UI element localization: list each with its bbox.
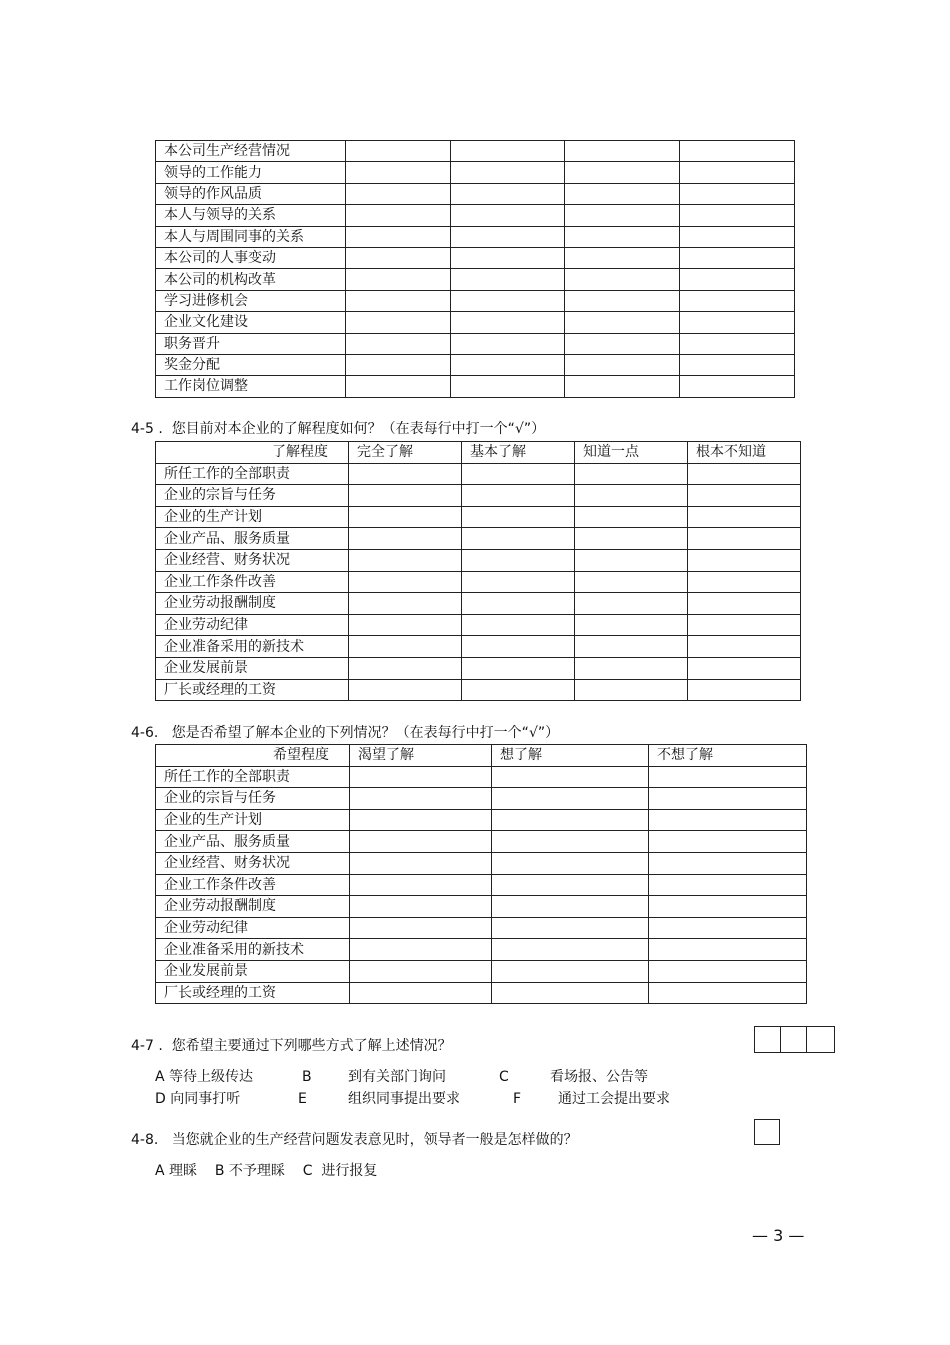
check-cell[interactable] bbox=[349, 679, 462, 701]
check-cell[interactable] bbox=[680, 269, 795, 290]
check-cell[interactable] bbox=[451, 354, 565, 375]
table-row bbox=[156, 960, 807, 982]
row-label: 企业劳动报酬制度 bbox=[156, 896, 350, 918]
header-row bbox=[156, 442, 801, 464]
check-cell[interactable] bbox=[565, 333, 680, 354]
row-label: 企业劳动纪律 bbox=[156, 917, 350, 939]
check-cell[interactable] bbox=[350, 809, 492, 831]
check-cell[interactable] bbox=[680, 312, 795, 333]
question-number: 4-5 . bbox=[131, 421, 163, 437]
check-cell[interactable] bbox=[346, 226, 451, 247]
question-number: 4-8. bbox=[131, 1132, 159, 1148]
column-header: 根本不知道 bbox=[688, 442, 801, 464]
question-text: 您目前对本企业的了解程度如何？（在表每行中打一个“√”） bbox=[171, 421, 546, 437]
check-cell[interactable] bbox=[346, 354, 451, 375]
check-cell[interactable] bbox=[649, 852, 807, 874]
check-cell[interactable] bbox=[688, 571, 801, 593]
table-row bbox=[156, 831, 807, 853]
table-row bbox=[156, 788, 807, 810]
row-label: 本公司的机构改革 bbox=[156, 269, 346, 290]
desire-table bbox=[155, 744, 807, 1004]
check-cell[interactable] bbox=[349, 614, 462, 636]
check-cell[interactable] bbox=[649, 874, 807, 896]
table-row bbox=[156, 463, 801, 485]
check-cell[interactable] bbox=[346, 247, 451, 268]
check-cell[interactable] bbox=[565, 162, 680, 183]
question-4-8 bbox=[131, 1131, 578, 1149]
check-cell[interactable] bbox=[688, 528, 801, 550]
row-label: 企业经营、财务状况 bbox=[156, 852, 350, 874]
row-label: 企业工作条件改善 bbox=[156, 874, 350, 896]
row-label: 企业的宗旨与任务 bbox=[156, 485, 349, 507]
check-cell[interactable] bbox=[680, 226, 795, 247]
option-b: B bbox=[302, 1069, 312, 1085]
check-cell[interactable] bbox=[350, 831, 492, 853]
check-cell[interactable] bbox=[349, 549, 462, 571]
check-cell[interactable] bbox=[462, 463, 575, 485]
row-label: 所任工作的全部职责 bbox=[156, 766, 350, 788]
row-label: 企业产品、服务质量 bbox=[156, 528, 349, 550]
check-cell[interactable] bbox=[575, 485, 688, 507]
check-cell[interactable] bbox=[649, 960, 807, 982]
check-cell[interactable] bbox=[649, 939, 807, 961]
check-cell[interactable] bbox=[462, 528, 575, 550]
check-cell[interactable] bbox=[462, 614, 575, 636]
check-cell[interactable] bbox=[462, 636, 575, 658]
check-cell[interactable] bbox=[565, 247, 680, 268]
row-label: 企业产品、服务质量 bbox=[156, 831, 350, 853]
check-cell[interactable] bbox=[346, 269, 451, 290]
check-cell[interactable] bbox=[349, 506, 462, 528]
table-row bbox=[156, 549, 801, 571]
option-b: B 不予理睬 bbox=[214, 1163, 285, 1179]
check-cell[interactable] bbox=[451, 162, 565, 183]
answer-box-2[interactable] bbox=[780, 1026, 808, 1053]
table-row bbox=[156, 657, 801, 679]
check-cell[interactable] bbox=[575, 636, 688, 658]
question-text: 您是否希望了解本企业的下列情况？（在表每行中打一个“√”） bbox=[171, 725, 560, 741]
check-cell[interactable] bbox=[346, 162, 451, 183]
check-cell[interactable] bbox=[451, 290, 565, 311]
check-cell[interactable] bbox=[680, 376, 795, 397]
check-cell[interactable] bbox=[688, 506, 801, 528]
row-label: 企业准备采用的新技术 bbox=[156, 939, 350, 961]
column-header: 渴望了解 bbox=[350, 745, 492, 767]
row-label: 本公司的人事变动 bbox=[156, 247, 346, 268]
row-label: 工作岗位调整 bbox=[156, 376, 346, 397]
row-label: 企业工作条件改善 bbox=[156, 571, 349, 593]
check-cell[interactable] bbox=[346, 183, 451, 204]
check-cell[interactable] bbox=[575, 463, 688, 485]
row-label: 本人与周围同事的关系 bbox=[156, 226, 346, 247]
check-cell[interactable] bbox=[575, 679, 688, 701]
option-a: A 理睬 bbox=[155, 1163, 198, 1179]
question-4-7 bbox=[131, 1037, 452, 1055]
row-label: 企业经营、财务状况 bbox=[156, 549, 349, 571]
check-cell[interactable] bbox=[688, 463, 801, 485]
column-header: 基本了解 bbox=[462, 442, 575, 464]
check-cell[interactable] bbox=[492, 809, 649, 831]
check-cell[interactable] bbox=[462, 485, 575, 507]
check-cell[interactable] bbox=[462, 506, 575, 528]
check-cell[interactable] bbox=[649, 766, 807, 788]
option-e: E bbox=[298, 1091, 307, 1107]
check-cell[interactable] bbox=[492, 896, 649, 918]
table-row bbox=[156, 269, 795, 290]
option-a: A 等待上级传达 bbox=[155, 1069, 254, 1085]
row-label: 厂长或经理的工资 bbox=[156, 982, 350, 1004]
header-row bbox=[156, 745, 807, 767]
check-cell[interactable] bbox=[350, 917, 492, 939]
check-cell[interactable] bbox=[462, 679, 575, 701]
row-label: 学习进修机会 bbox=[156, 290, 346, 311]
check-cell[interactable] bbox=[649, 982, 807, 1004]
check-cell[interactable] bbox=[565, 269, 680, 290]
row-label: 厂长或经理的工资 bbox=[156, 679, 349, 701]
understanding-table bbox=[155, 441, 801, 701]
check-cell[interactable] bbox=[649, 788, 807, 810]
check-cell[interactable] bbox=[451, 183, 565, 204]
column-header: 知道一点 bbox=[575, 442, 688, 464]
check-cell[interactable] bbox=[346, 333, 451, 354]
row-label: 企业准备采用的新技术 bbox=[156, 636, 349, 658]
check-cell[interactable] bbox=[492, 874, 649, 896]
check-cell[interactable] bbox=[462, 593, 575, 615]
row-label: 企业发展前景 bbox=[156, 960, 350, 982]
check-cell[interactable] bbox=[492, 766, 649, 788]
table-row bbox=[156, 896, 807, 918]
check-cell[interactable] bbox=[492, 960, 649, 982]
check-cell[interactable] bbox=[349, 485, 462, 507]
check-cell[interactable] bbox=[349, 636, 462, 658]
check-cell[interactable] bbox=[649, 896, 807, 918]
check-cell[interactable] bbox=[346, 312, 451, 333]
check-cell[interactable] bbox=[688, 657, 801, 679]
row-label: 企业的生产计划 bbox=[156, 809, 350, 831]
table-row bbox=[156, 571, 801, 593]
check-cell[interactable] bbox=[349, 657, 462, 679]
check-cell[interactable] bbox=[649, 917, 807, 939]
check-cell[interactable] bbox=[688, 614, 801, 636]
table-row bbox=[156, 852, 807, 874]
row-label: 领导的作风品质 bbox=[156, 183, 346, 204]
check-cell[interactable] bbox=[350, 788, 492, 810]
row-label: 企业发展前景 bbox=[156, 657, 349, 679]
check-cell[interactable] bbox=[680, 247, 795, 268]
check-cell[interactable] bbox=[350, 982, 492, 1004]
option-c-text: 看场报、公告等 bbox=[550, 1069, 648, 1085]
check-cell[interactable] bbox=[350, 766, 492, 788]
check-cell[interactable] bbox=[462, 657, 575, 679]
check-cell[interactable] bbox=[565, 376, 680, 397]
check-cell[interactable] bbox=[349, 528, 462, 550]
check-cell[interactable] bbox=[492, 982, 649, 1004]
answer-box-1[interactable] bbox=[754, 1026, 782, 1053]
answer-box-single[interactable] bbox=[754, 1119, 780, 1145]
check-cell[interactable] bbox=[565, 141, 680, 162]
check-cell[interactable] bbox=[565, 226, 680, 247]
header-corner: 了解程度 bbox=[156, 442, 349, 464]
check-cell[interactable] bbox=[688, 636, 801, 658]
table-row bbox=[156, 982, 807, 1004]
work-info-table bbox=[155, 140, 795, 398]
row-label: 企业劳动纪律 bbox=[156, 614, 349, 636]
header-corner: 希望程度 bbox=[156, 745, 350, 767]
check-cell[interactable] bbox=[349, 593, 462, 615]
check-cell[interactable] bbox=[462, 549, 575, 571]
check-cell[interactable] bbox=[575, 528, 688, 550]
check-cell[interactable] bbox=[680, 141, 795, 162]
table-row bbox=[156, 485, 801, 507]
check-cell[interactable] bbox=[350, 960, 492, 982]
check-cell[interactable] bbox=[688, 679, 801, 701]
table-row bbox=[156, 354, 795, 375]
check-cell[interactable] bbox=[649, 831, 807, 853]
check-cell[interactable] bbox=[492, 788, 649, 810]
column-header: 想了解 bbox=[492, 745, 649, 767]
table-row bbox=[156, 809, 807, 831]
check-cell[interactable] bbox=[575, 657, 688, 679]
table-row bbox=[156, 614, 801, 636]
option-c: C bbox=[499, 1069, 509, 1085]
row-label: 企业文化建设 bbox=[156, 312, 346, 333]
check-cell[interactable] bbox=[451, 226, 565, 247]
table-row bbox=[156, 679, 801, 701]
table-row bbox=[156, 162, 795, 183]
table-row bbox=[156, 312, 795, 333]
page-number: — 3 — bbox=[752, 1226, 805, 1245]
check-cell[interactable] bbox=[349, 571, 462, 593]
check-cell[interactable] bbox=[688, 593, 801, 615]
check-cell[interactable] bbox=[565, 312, 680, 333]
check-cell[interactable] bbox=[350, 874, 492, 896]
check-cell[interactable] bbox=[565, 354, 680, 375]
check-cell[interactable] bbox=[575, 506, 688, 528]
check-cell[interactable] bbox=[346, 376, 451, 397]
check-cell[interactable] bbox=[451, 269, 565, 290]
check-cell[interactable] bbox=[492, 917, 649, 939]
question-number: 4-7 . bbox=[131, 1038, 163, 1054]
question-text: 当您就企业的生产经营问题发表意见时，领导者一般是怎样做的？ bbox=[171, 1132, 578, 1148]
column-header: 完全了解 bbox=[349, 442, 462, 464]
option-f-text: 通过工会提出要求 bbox=[558, 1091, 670, 1107]
check-cell[interactable] bbox=[451, 333, 565, 354]
check-cell[interactable] bbox=[346, 205, 451, 226]
check-cell[interactable] bbox=[346, 290, 451, 311]
check-cell[interactable] bbox=[680, 290, 795, 311]
table-row bbox=[156, 290, 795, 311]
row-label: 企业的生产计划 bbox=[156, 506, 349, 528]
table-row bbox=[156, 376, 795, 397]
check-cell[interactable] bbox=[680, 205, 795, 226]
option-d: D 向同事打听 bbox=[155, 1091, 241, 1107]
check-cell[interactable] bbox=[451, 376, 565, 397]
table-row bbox=[156, 593, 801, 615]
option-b-text: 到有关部门询问 bbox=[348, 1069, 446, 1085]
table-row bbox=[156, 205, 795, 226]
row-label: 本公司生产经营情况 bbox=[156, 141, 346, 162]
check-cell[interactable] bbox=[350, 852, 492, 874]
row-label: 企业的宗旨与任务 bbox=[156, 788, 350, 810]
table-row bbox=[156, 506, 801, 528]
check-cell[interactable] bbox=[492, 831, 649, 853]
question-text: 您希望主要通过下列哪些方式了解上述情况？ bbox=[171, 1038, 452, 1054]
table-row bbox=[156, 917, 807, 939]
table-row bbox=[156, 247, 795, 268]
check-cell[interactable] bbox=[688, 549, 801, 571]
check-cell[interactable] bbox=[565, 290, 680, 311]
check-cell[interactable] bbox=[565, 205, 680, 226]
row-label: 职务晋升 bbox=[156, 333, 346, 354]
check-cell[interactable] bbox=[565, 183, 680, 204]
check-cell[interactable] bbox=[346, 141, 451, 162]
check-cell[interactable] bbox=[575, 571, 688, 593]
option-c: C 进行报复 bbox=[302, 1163, 378, 1179]
check-cell[interactable] bbox=[680, 183, 795, 204]
table-row bbox=[156, 874, 807, 896]
check-cell[interactable] bbox=[575, 549, 688, 571]
check-cell[interactable] bbox=[575, 593, 688, 615]
row-label: 本人与领导的关系 bbox=[156, 205, 346, 226]
row-label: 所任工作的全部职责 bbox=[156, 463, 349, 485]
table-row bbox=[156, 636, 801, 658]
table-row bbox=[156, 528, 801, 550]
option-f: F bbox=[513, 1091, 522, 1107]
question-number: 4-6. bbox=[131, 725, 159, 741]
table-row bbox=[156, 333, 795, 354]
check-cell[interactable] bbox=[680, 162, 795, 183]
check-cell[interactable] bbox=[451, 205, 565, 226]
check-cell[interactable] bbox=[680, 333, 795, 354]
question-4-5 bbox=[131, 420, 545, 438]
row-label: 领导的工作能力 bbox=[156, 162, 346, 183]
question-4-6 bbox=[131, 724, 559, 742]
row-label: 奖金分配 bbox=[156, 354, 346, 375]
table-row bbox=[156, 183, 795, 204]
row-label: 企业劳动报酬制度 bbox=[156, 593, 349, 615]
option-e-text: 组织同事提出要求 bbox=[348, 1091, 460, 1107]
answer-box-3[interactable] bbox=[806, 1026, 835, 1053]
check-cell[interactable] bbox=[350, 896, 492, 918]
check-cell[interactable] bbox=[492, 939, 649, 961]
check-cell[interactable] bbox=[349, 463, 462, 485]
table-row bbox=[156, 939, 807, 961]
check-cell[interactable] bbox=[451, 141, 565, 162]
check-cell[interactable] bbox=[350, 939, 492, 961]
check-cell[interactable] bbox=[492, 852, 649, 874]
table-row bbox=[156, 766, 807, 788]
check-cell[interactable] bbox=[575, 614, 688, 636]
table-row bbox=[156, 141, 795, 162]
check-cell[interactable] bbox=[462, 571, 575, 593]
check-cell[interactable] bbox=[680, 354, 795, 375]
table-row bbox=[156, 226, 795, 247]
column-header: 不想了解 bbox=[649, 745, 807, 767]
q48-options bbox=[155, 1162, 377, 1180]
check-cell[interactable] bbox=[451, 247, 565, 268]
check-cell[interactable] bbox=[688, 485, 801, 507]
check-cell[interactable] bbox=[649, 809, 807, 831]
check-cell[interactable] bbox=[451, 312, 565, 333]
